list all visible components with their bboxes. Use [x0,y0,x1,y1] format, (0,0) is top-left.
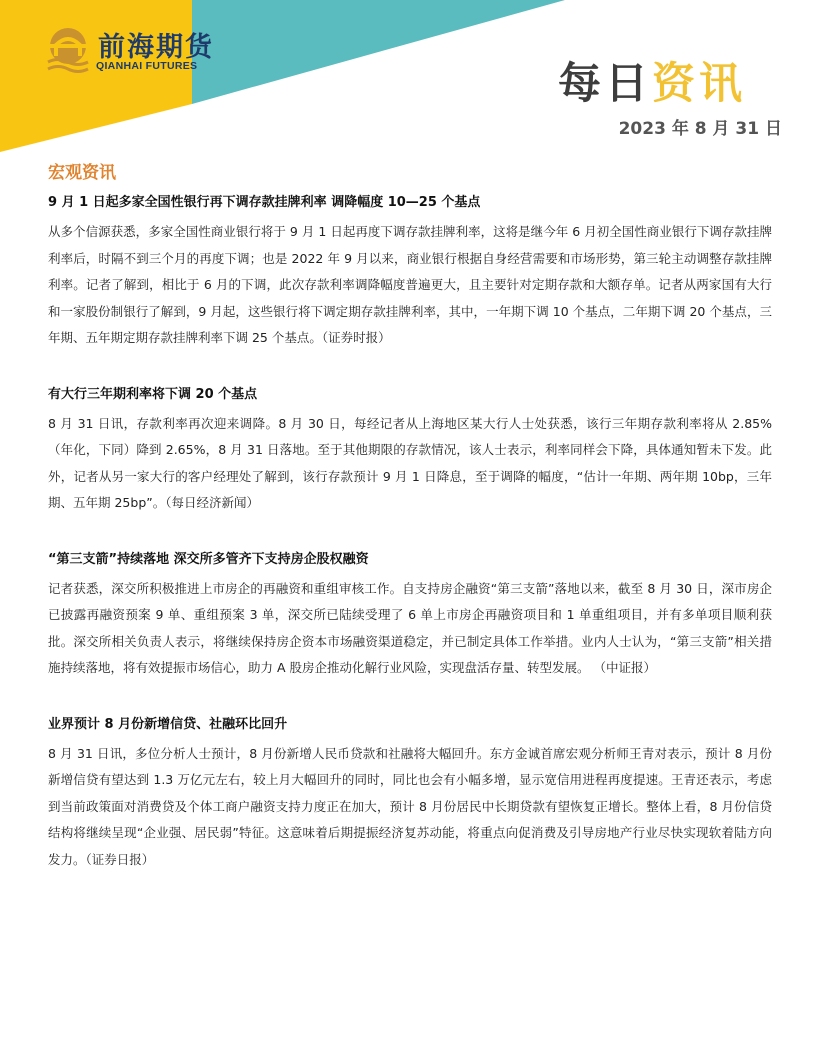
report-date: 2023 年 8 月 31 日 [618,119,782,139]
section-heading: 宏观资讯 [48,163,116,183]
yellow-band [0,0,192,152]
article [48,549,772,682]
article-headline: 有大行三年期利率将下调 20 个基点 [48,386,258,402]
title-part-2: 资讯 [652,59,746,109]
article-body: 8 月 31 日讯，存款利率再次迎来调降。8 月 30 日，每经记者从上海地区某大行人士处获悉，该行三年期存款利率将从 2.85%（年化，下同）降到 2.65%，8 月 31 日落地。至于其他期限的存款情况，该人士表示，利率同样会下降，具体通知暂未下发。此外，记者从另一家大行的客户经理处了解到，该行存款预计 9 月 1 日降息，至于调降的幅度，“估计一年期、两年期 10bp，三年期、五年期 25bp”。（每日经济新闻） [48,415,772,510]
article-body: 从多个信源获悉，多家全国性商业银行将于 9 月 1 日起再度下调存款挂牌利率，这将是继今年 6 月初全国性商业银行下调存款挂牌利率后，时隔不到三个月的再度下调；也是 2022 年 9 月以来，商业银行根据自身经营需要和市场形势，第三轮主动调整存款挂牌利率。记者了解到，相比于 6 月的下调，此次存款利率调降幅度普遍更大，且主要针对定期存款和大额存单。记者从两家国有大行和一家股份制银行了解到，9 月起，这些银行将下调定期存款挂牌利率，其中，一年期下调 10 个基点，二年期下调 20 个基点，三年期、五年期定期存款挂牌利率下调 25 个基点。（证券时报） [48,224,772,345]
article [48,384,772,517]
teal-band [192,0,565,104]
logo-chinese-name: 前海期货 [98,32,214,63]
article-headline: “第三支箭”持续落地 深交所多管齐下支持房企股权融资 [48,551,369,567]
article-body: 记者获悉，深交所积极推进上市房企的再融资和重组审核工作。自支持房企融资“第三支箭”落地以来，截至 8 月 30 日，深市房企已披露再融资预案 9 单、重组预案 3 单，深交所已陆续受理了 6 单上市房企再融资项目和 1 单重组项目，并有多单项目顺利获批。深交所相关负责人表示，将继续保持房企资本市场融资渠道稳定，并已制定具体工作举措。业内人士认为，“第三支箭”相关措施持续落地，将有效提振市场信心，助力 A 股房企推动化解行业风险，实现盘活存量、转型发展。 （中证报） [48,580,772,675]
main-content [48,160,772,905]
article [48,714,772,874]
logo-english-name: QIANHAI FUTURES [96,60,198,72]
title-part-1: 每日 [558,59,652,109]
article [48,192,772,352]
page-title [558,50,746,111]
article-body: 8 月 31 日讯，多位分析人士预计，8 月份新增人民币贷款和社融将大幅回升。东方金诚首席宏观分析师王青对表示，预计 8 月份新增信贷有望达到 1.3 万亿元左右，较上月大幅回升的同时，同比也会有小幅多增，显示宽信用进程再度提速。王青还表示，考虑到当前政策面对消费贷及个体工商户融资支持力度正在加大，预计 8 月份居民中长期贷款有望恢复正增长。整体上看，8 月份信贷结构将继续呈现“企业强、居民弱”特征。这意味着后期提振经济复苏动能，将重点向促消费及引导房地产行业尽快实现软着陆方向发力。（证券日报） [48,745,772,867]
article-headline: 9 月 1 日起多家全国性银行再下调存款挂牌利率 调降幅度 10—25 个基点 [48,195,481,210]
logo-mark-icon [44,26,92,74]
article-headline: 业界预计 8 月份新增信贷、社融环比回升 [48,716,288,732]
